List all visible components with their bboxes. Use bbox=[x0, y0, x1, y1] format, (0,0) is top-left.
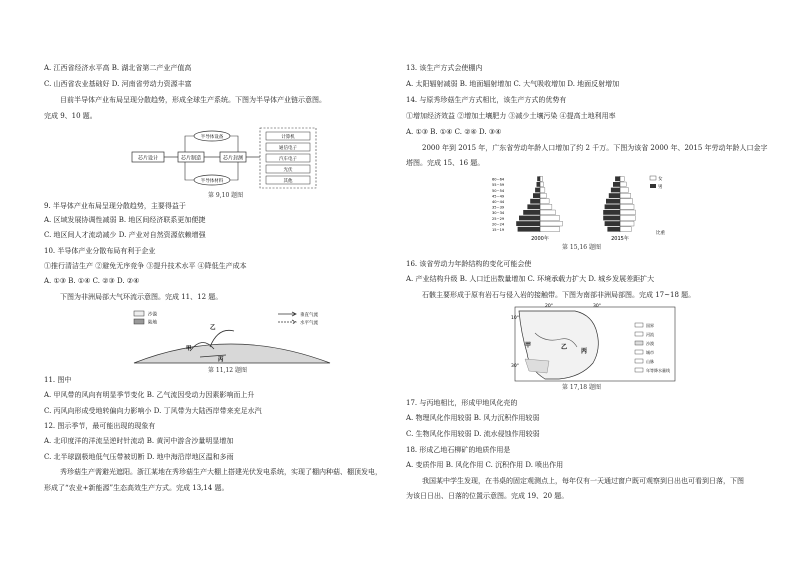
legend-label: 城市 bbox=[646, 350, 654, 355]
q17-options-cd: C. 生物风化作用较弱 D. 流水侵蚀作用较弱 bbox=[406, 430, 540, 438]
box-chip-design-label: 芯片设计 bbox=[137, 155, 159, 162]
map-label-bing: 丙 bbox=[581, 348, 588, 355]
q12-options-ab: A. 北印度洋的洋流呈逆时针流动 B. 黄河中游含沙量明显增加 bbox=[44, 437, 234, 445]
q16-stem: 16. 该省劳动力年龄结构的变化可能会使 bbox=[406, 260, 532, 268]
age-label: 25~29 bbox=[492, 216, 505, 221]
legend-horizontal-arrow bbox=[278, 320, 296, 324]
q14-items: ①增加经济效益 ②增加土壤肥力 ③减少土壤污染 ④提高土地利用率 bbox=[406, 112, 616, 120]
age-label: 55~59 bbox=[492, 183, 505, 188]
age-label: 20~24 bbox=[492, 222, 505, 227]
app-label: 通信电子 bbox=[279, 146, 297, 151]
legend-male-label: 男 bbox=[658, 185, 663, 190]
legend-land-label: 陆地 bbox=[148, 320, 157, 326]
legend-label: 沙漠 bbox=[646, 341, 654, 346]
q17-stem: 17. 与丙地相比，形成甲地风化壳的 bbox=[406, 399, 518, 407]
pyramid-2015 bbox=[603, 176, 635, 232]
bar-male bbox=[537, 182, 541, 187]
intro-sun: 我国某中学生发现，在书桌的固定观测点上，每年仅有一天通过窗户既可观察到日出也可看到日落，下图 bbox=[422, 477, 744, 485]
bar-male bbox=[523, 210, 540, 215]
bar-female bbox=[540, 204, 552, 209]
q9-options-cd: C. 地区间人才流动减少 D. 产业对自然资源依赖增强 bbox=[44, 231, 206, 239]
bar-male bbox=[530, 199, 540, 204]
southern-africa-map bbox=[505, 303, 685, 383]
applications-list bbox=[266, 132, 310, 184]
q17-options-ab: A. 物理风化作用较弱 B. 风力沉积作用较弱 bbox=[406, 414, 540, 422]
legend-male-swatch bbox=[650, 184, 656, 188]
bar-female bbox=[540, 216, 560, 221]
bar-male bbox=[605, 204, 620, 209]
legend-label: 年等降水量线 bbox=[646, 368, 670, 373]
box-chip-manufacturing-label: 芯片制造 bbox=[180, 155, 202, 162]
intro-semiconductor-cont: 完成 9、10 题。 bbox=[44, 112, 97, 120]
bar-female bbox=[540, 176, 543, 181]
q11-options-ab: A. 甲风带的风向有明显季节变化 B. 乙气流因受动力因素影响而上升 bbox=[44, 391, 255, 399]
bar-male bbox=[516, 221, 540, 226]
intro-semiconductor: 目前半导体产业布局呈现分散趋势，形成全球生产系统。下图为半导体产业链示意图。 bbox=[60, 96, 326, 104]
bar-male bbox=[535, 188, 540, 193]
q14-options: A. ①③ B. ①④ C. ②④ D. ③④ bbox=[406, 128, 502, 136]
age-labels bbox=[492, 178, 505, 232]
year-2015-label: 2015年 bbox=[611, 236, 629, 242]
q9-stem: 9. 半导体产业布局呈现分散趋势，主要得益于 bbox=[44, 202, 186, 210]
year-2000-label: 2000年 bbox=[531, 236, 549, 242]
legend-label: 山脉 bbox=[646, 359, 654, 364]
legend-label: 河流 bbox=[646, 332, 654, 337]
bar-male bbox=[537, 176, 540, 181]
q13-stem: 13. 该生产方式会使棚内 bbox=[406, 64, 483, 72]
caption-circulation: 第 11,12 题图 bbox=[208, 367, 247, 374]
lat-30-label: 30° bbox=[511, 364, 519, 369]
pyramid-2000 bbox=[516, 176, 562, 232]
semiconductor-chain-figure bbox=[130, 126, 320, 192]
legend-swatch bbox=[635, 332, 643, 336]
bar-female bbox=[620, 221, 634, 226]
q9-options-ab: A. 区域发展协调性减弱 B. 地区间经济联系更加便捷 bbox=[44, 216, 206, 224]
bar-male bbox=[611, 188, 620, 193]
q10-stem: 10. 半导体产业分散布局有利于企业 bbox=[44, 247, 156, 255]
bar-female bbox=[620, 210, 635, 215]
bar-male bbox=[613, 182, 620, 187]
bar-female bbox=[540, 221, 562, 226]
intro-circulation: 下图为非洲局部大气环流示意图。完成 11、12 题。 bbox=[60, 293, 223, 301]
q12-stem: 12. 图示季节，最可能出现的现象有 bbox=[44, 422, 156, 430]
q16-options: A. 产业结构升级 B. 人口迁出数量增加 C. 环境承载力扩大 D. 城乡发展差距扩大 bbox=[406, 275, 655, 283]
legend-land-swatch bbox=[134, 319, 144, 324]
intro-rock: 石骸主要形成于原有岩石与侵入岩的接触带。下图为南部非洲局部图。完成 17~18 题。 bbox=[422, 291, 696, 299]
caption-population: 第 15,16 题图 bbox=[562, 244, 601, 251]
bar-male bbox=[605, 221, 620, 226]
age-label: 50~54 bbox=[492, 188, 505, 193]
box-equipment-label: 半导体设备 bbox=[200, 135, 224, 140]
intro-sun-cont: 为该日日出、日落的位置示意图。完成 19、20 题。 bbox=[406, 492, 569, 500]
legend-swatch bbox=[635, 341, 643, 345]
bar-male bbox=[606, 199, 620, 204]
lon-20-label: 20° bbox=[545, 304, 553, 309]
bar-female bbox=[540, 182, 544, 187]
age-label: 45~49 bbox=[492, 194, 505, 199]
legend-desert-label: 沙漠 bbox=[148, 312, 157, 318]
intro-mushroom-cont: 形成了“农业+新能源”生态高效生产方式。完成 13,14 题。 bbox=[44, 484, 229, 492]
bar-male bbox=[518, 227, 540, 232]
q12-options-cd: C. 北半球副极地低气压带被切断 D. 地中海沿岸地区温和多雨 bbox=[44, 453, 234, 461]
population-pyramid-chart bbox=[490, 172, 670, 242]
bar-male bbox=[609, 193, 620, 198]
caption-rock: 第 17,18 题图 bbox=[562, 384, 601, 391]
q11-stem: 11. 图中 bbox=[44, 376, 72, 384]
bar-female bbox=[620, 227, 631, 232]
bar-male bbox=[603, 216, 620, 221]
map-label-yi: 乙 bbox=[561, 344, 568, 351]
app-label: 汽车电子 bbox=[279, 157, 297, 162]
bar-female bbox=[620, 199, 633, 204]
circulation-figure bbox=[130, 305, 340, 367]
q18-stem: 18. 形成乙地石柳矿的地质作用是 bbox=[406, 446, 511, 454]
bar-male bbox=[607, 227, 620, 232]
legend-swatch bbox=[635, 359, 643, 363]
legend-vertical-label: 垂直气流 bbox=[300, 313, 318, 318]
bar-female bbox=[620, 188, 628, 193]
q10-options: A. ①③ B. ①④ C. ②③ D. ②④ bbox=[44, 277, 140, 285]
label-jia: 甲 bbox=[186, 346, 192, 352]
legend-horizontal-label: 水平气流 bbox=[300, 321, 318, 326]
app-label: 计算机 bbox=[281, 135, 295, 140]
q8-options-ab: A. 江西省经济水平高 B. 湖北省第二产业产值高 bbox=[44, 64, 192, 72]
q14-stem: 14. 与原秀珍菇生产方式相比，该生产方式的优势有 bbox=[406, 96, 567, 104]
lat-10-label: 10° bbox=[511, 316, 519, 321]
bar-female bbox=[620, 204, 634, 209]
age-label: 40~44 bbox=[492, 200, 505, 204]
app-label: 其他 bbox=[283, 179, 293, 184]
bar-female bbox=[620, 176, 624, 181]
legend-desert-swatch bbox=[134, 311, 144, 316]
bar-female bbox=[620, 182, 626, 187]
age-label: 15~19 bbox=[492, 228, 505, 232]
app-label: 光伏 bbox=[283, 168, 293, 173]
legend-swatch bbox=[635, 368, 643, 372]
bar-female bbox=[540, 188, 545, 193]
age-label: 30~34 bbox=[492, 211, 505, 216]
bar-male bbox=[527, 204, 540, 209]
bar-male bbox=[533, 193, 540, 198]
bar-female bbox=[540, 193, 546, 198]
label-bing: 丙 bbox=[218, 357, 224, 363]
bar-female bbox=[540, 199, 549, 204]
q18-options: A. 变质作用 B. 风化作用 C. 沉积作用 D. 喷出作用 bbox=[406, 461, 564, 469]
lon-30-label: 30° bbox=[593, 304, 601, 309]
legend-female-label: 女 bbox=[658, 177, 663, 182]
q11-options-cd: C. 丙风向形成受地转偏向力影响小 D. 丁风带为大陆西岸带来充足水汽 bbox=[44, 407, 262, 415]
bar-female bbox=[620, 216, 635, 221]
legend-swatch bbox=[635, 323, 643, 327]
earth-surface bbox=[134, 344, 330, 363]
map-label-jia: 甲 bbox=[525, 342, 532, 349]
legend-label: 国界 bbox=[646, 323, 654, 328]
label-yi: 乙 bbox=[210, 325, 216, 331]
q10-items: ①推行清洁生产 ②避免无序竞争 ③提升技术水平 ④降低生产成本 bbox=[44, 262, 247, 270]
age-label: 60~64 bbox=[492, 177, 505, 182]
q8-options-cd: C. 山西省农业基础好 D. 河南省劳动力资源丰富 bbox=[44, 80, 192, 88]
age-label: 35~39 bbox=[492, 205, 505, 210]
legend-vertical-arrow bbox=[278, 312, 296, 316]
intro-population: 2000 年到 2015 年，广东省劳动年龄人口增加了约 2 千万。下图为该省 2000 年、2015 年劳动年龄人口金字 bbox=[422, 144, 768, 152]
legend-female-swatch bbox=[650, 176, 656, 180]
caption-semiconductor: 第 9,10 题图 bbox=[208, 192, 244, 199]
bar-male bbox=[519, 216, 540, 221]
bar-female bbox=[620, 193, 631, 198]
box-materials-label: 半导体材料 bbox=[200, 179, 224, 184]
bar-male bbox=[603, 210, 620, 215]
bar-female bbox=[540, 227, 560, 232]
legend-swatch bbox=[635, 350, 643, 354]
q13-options: A. 太阳辐射减弱 B. 地面辐射增加 C. 大气吸收增加 D. 地面反射增加 bbox=[406, 80, 620, 88]
box-chip-packaging-label: 芯片封测 bbox=[222, 155, 244, 162]
intro-mushroom: 秀珍菇生产需避光遮阳。浙江某地在秀珍菇生产大棚上搭建光伏发电系统，实现了棚内种菇、棚顶发电， bbox=[60, 468, 382, 476]
intro-population-cont: 塔图。完成 15、16 题。 bbox=[406, 159, 485, 167]
bar-male bbox=[615, 176, 620, 181]
bar-female bbox=[540, 210, 555, 215]
axis-unit-label: 比重 bbox=[656, 231, 665, 236]
